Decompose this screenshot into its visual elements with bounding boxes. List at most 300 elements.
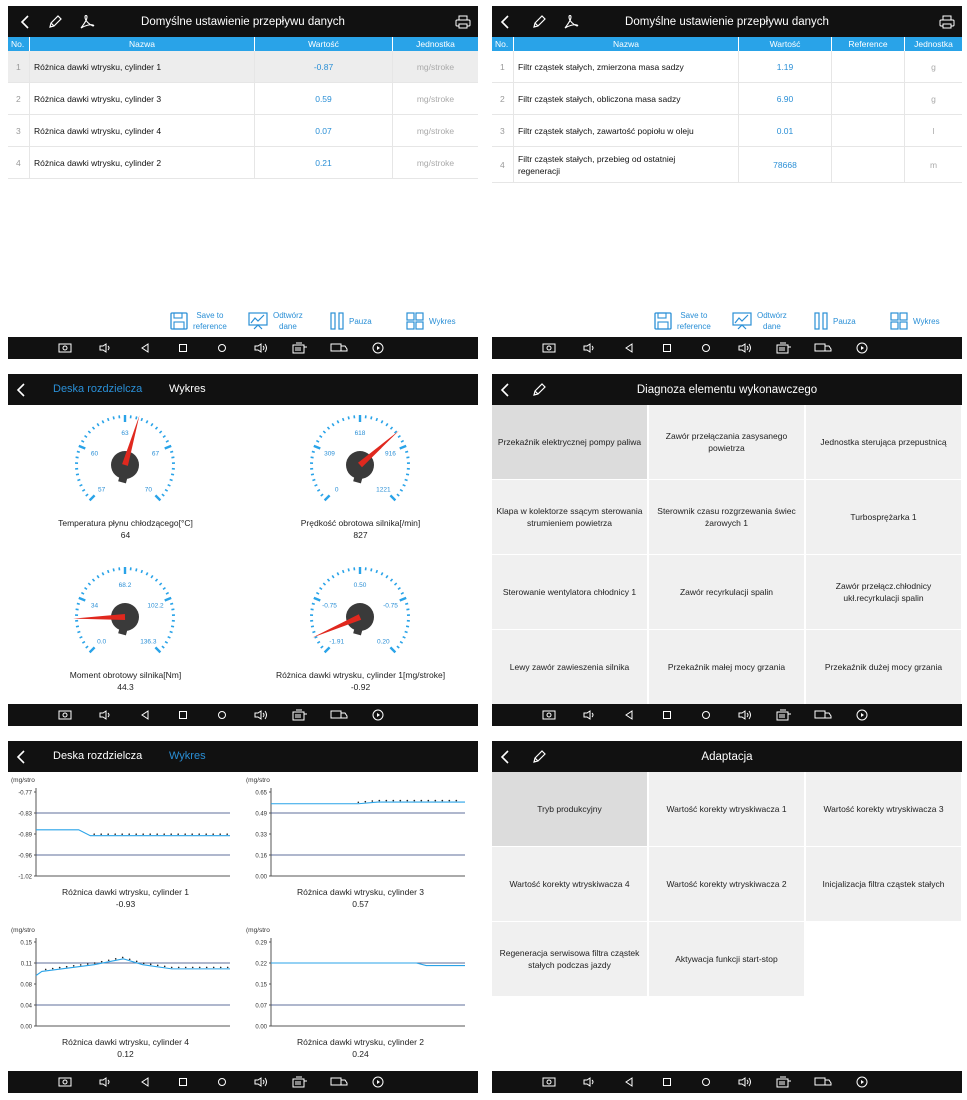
volume-down-icon[interactable] [580, 337, 598, 359]
system-nav-bar [8, 1071, 478, 1093]
function-cell[interactable]: Wartość korekty wtryskiwacza 1 [649, 772, 805, 847]
sample-point [227, 967, 229, 969]
row-reference [832, 115, 905, 147]
gauge-tick [171, 626, 174, 627]
sample-point [372, 800, 374, 802]
chart-plot [243, 922, 478, 1034]
truck-icon[interactable] [330, 1071, 348, 1093]
play-circle-icon[interactable] [369, 1071, 387, 1093]
row-unit: g [931, 94, 936, 104]
row-no: 2 [8, 83, 30, 115]
back-nav-icon[interactable] [136, 704, 154, 726]
function-cell[interactable]: Jednostka sterująca przepustnicą [806, 405, 962, 480]
row-value: 78668 [739, 147, 832, 183]
gauge-tick [113, 416, 114, 419]
row-no: 3 [8, 115, 30, 147]
volume-down-icon[interactable] [580, 704, 598, 726]
gauge-tick [90, 495, 95, 500]
row-name: Różnica dawki wtrysku, cylinder 4 [30, 115, 255, 147]
row-unit: mg/stroke [416, 126, 455, 136]
volume-down-icon[interactable] [96, 337, 114, 359]
gauge-tick [323, 431, 325, 433]
gauge-tick [102, 420, 103, 423]
table-row[interactable] [492, 51, 962, 83]
sample-point [156, 833, 158, 835]
sample-point [143, 963, 145, 965]
y-tick-label: 0.00 [255, 874, 267, 881]
gauge-tick [400, 490, 403, 492]
gauge-tick [328, 579, 330, 581]
gauge-tick [86, 646, 88, 648]
gauge-tick [76, 474, 79, 475]
gauge-tick [165, 446, 171, 449]
y-tick-label: 0.07 [255, 1003, 267, 1010]
function-cell[interactable]: Wartość korekty wtryskiwacza 2 [649, 847, 805, 922]
tab-chart[interactable]: Wykres [169, 383, 206, 395]
pause-label: Pauza [349, 316, 372, 326]
empty-cell [649, 997, 805, 1072]
gauge-tick [160, 431, 162, 433]
volume-down-icon[interactable] [580, 1071, 598, 1093]
sample-point [198, 833, 200, 835]
y-tick-label: 0.29 [255, 940, 267, 947]
home-icon[interactable] [658, 704, 676, 726]
chart-panel [8, 741, 478, 1093]
sample-point [449, 800, 451, 802]
gauge-tick [156, 579, 158, 581]
function-cell[interactable]: Przekaźnik małej mocy grzania [649, 630, 805, 705]
sample-point [219, 833, 221, 835]
table-row[interactable] [492, 147, 962, 183]
volume-down-icon[interactable] [96, 704, 114, 726]
sample-point [73, 965, 75, 967]
gauge-tick-label: 1221 [376, 486, 391, 494]
sample-point [220, 967, 222, 969]
gauge-tick [348, 568, 349, 571]
tab-chart[interactable]: Wykres [169, 750, 206, 762]
replay-label-line1: Odtwórz [273, 311, 303, 320]
home-icon[interactable] [174, 337, 192, 359]
sample-point [94, 962, 96, 964]
sample-point [421, 800, 423, 802]
gauge-label [8, 669, 243, 693]
save-to-reference-button[interactable] [654, 306, 711, 336]
y-tick-label: 0.00 [255, 1024, 267, 1031]
replay-data-button[interactable] [732, 306, 787, 336]
page-title: Domyślne ustawienie przepływu danych [625, 15, 829, 28]
row-value: 6.90 [739, 83, 832, 115]
chart-label: Wykres [429, 316, 456, 326]
tab-dashboard[interactable]: Deska rozdzielcza [53, 750, 143, 762]
volume-up-icon[interactable] [736, 704, 754, 726]
chart-caption [8, 886, 243, 910]
vci-icon[interactable] [291, 704, 309, 726]
recents-icon[interactable] [213, 337, 231, 359]
sample-point [414, 800, 416, 802]
play-circle-icon[interactable] [853, 337, 871, 359]
back-nav-icon[interactable] [620, 704, 638, 726]
gauge [243, 405, 478, 555]
gauge-tick [386, 423, 388, 425]
home-icon[interactable] [174, 1071, 192, 1093]
gauge-tick [337, 420, 338, 423]
gauge-tick-label: 0.50 [353, 582, 367, 589]
pause-label: Pauza [833, 316, 856, 326]
gauge-tick-label: 57 [98, 486, 106, 494]
gauge-tick [337, 572, 338, 575]
table-row[interactable] [492, 83, 962, 115]
replay-label-line1: Odtwórz [757, 311, 787, 320]
y-tick-label: -1.02 [18, 874, 32, 881]
function-cell[interactable]: Regeneracja serwisowa filtra cząstek stałych podczas jazdy [492, 922, 648, 997]
system-nav-bar [8, 337, 478, 359]
home-icon[interactable] [174, 704, 192, 726]
function-cell[interactable]: Inicjalizacja filtra cząstek stałych [806, 847, 962, 922]
home-icon[interactable] [658, 1071, 676, 1093]
gauge-tick [312, 603, 315, 604]
top-bar [8, 741, 478, 772]
volume-down-icon[interactable] [96, 1071, 114, 1093]
function-cell[interactable]: Zawór recyrkulacji spalin [649, 555, 805, 630]
sample-point [407, 800, 409, 802]
gauge-tick [141, 570, 142, 573]
gauge-tick [171, 474, 174, 475]
row-name-line1: Filtr cząstek stałych, przebieg od ostatniej [518, 154, 676, 164]
y-tick-label: 0.08 [20, 982, 32, 989]
gauge-tick-label: -1.91 [329, 638, 345, 646]
function-cell[interactable]: Wartość korekty wtryskiwacza 4 [492, 847, 648, 922]
chart-button[interactable] [890, 306, 940, 336]
sample-point [129, 958, 131, 960]
gauge-tick [151, 423, 153, 425]
truck-icon[interactable] [330, 337, 348, 359]
column-value: Wartość [739, 37, 832, 51]
gauge-dial [8, 557, 243, 667]
volume-up-icon[interactable] [736, 1071, 754, 1093]
chart-caption [243, 1036, 478, 1060]
gauge-tick [343, 570, 344, 573]
gauge-tick [311, 626, 314, 627]
save-label-line1: Save to [196, 311, 224, 320]
truck-icon[interactable] [330, 704, 348, 726]
function-cell[interactable]: Aktywacja funkcji start-stop [649, 922, 805, 997]
home-icon[interactable] [658, 337, 676, 359]
page-title: Adaptacja [701, 750, 753, 763]
save-label-line2: reference [677, 322, 711, 331]
sample-point [192, 967, 194, 969]
gauge-tick-label: 34 [90, 602, 99, 610]
row-value: 0.01 [739, 115, 832, 147]
gauge-tick-label: 102.2 [147, 602, 164, 610]
truck-icon[interactable] [814, 1071, 832, 1093]
print-icon[interactable] [452, 6, 474, 37]
actuator-diagnosis-panel [492, 374, 962, 726]
gauge-needle [73, 614, 125, 620]
row-value: 0.59 [255, 83, 393, 115]
gauge-tick [390, 495, 395, 500]
chart-plot [243, 772, 478, 884]
data-stream-panel-1 [8, 6, 478, 359]
gauge-tick [405, 451, 408, 452]
function-cell[interactable]: Przekaźnik elektrycznej pompy paliwa [492, 405, 648, 480]
row-unit: mg/stroke [416, 158, 455, 168]
gauge-tick [136, 416, 137, 419]
gauge-tick [141, 418, 142, 421]
volume-up-icon[interactable] [736, 337, 754, 359]
chart-button[interactable] [406, 306, 456, 336]
gauge-tick [371, 416, 372, 419]
gauge-tick [376, 570, 377, 573]
gauge-tick [315, 637, 318, 638]
sample-point [101, 961, 103, 963]
screenshot-icon[interactable] [540, 337, 558, 359]
gauge-tick [405, 480, 408, 481]
row-reference [832, 51, 905, 83]
row-no: 1 [492, 51, 514, 83]
truck-icon[interactable] [814, 704, 832, 726]
print-icon[interactable] [936, 6, 958, 37]
gauge-value: 827 [353, 530, 368, 540]
gauge-tick [80, 485, 83, 486]
gauge-tick [403, 637, 406, 638]
function-cell[interactable]: Tryb produkcyjny [492, 772, 648, 847]
chart-plot [8, 772, 243, 884]
recents-icon[interactable] [697, 337, 715, 359]
sample-point [59, 967, 61, 969]
y-tick-label: 0.16 [255, 853, 267, 860]
screenshot-icon[interactable] [56, 337, 74, 359]
table-row[interactable] [8, 51, 478, 83]
sample-point [87, 963, 89, 965]
row-unit: g [931, 62, 936, 72]
function-cell[interactable]: Zawór przełącz.chłodnicy ukł.recyrkulacji spalin [806, 555, 962, 630]
save-to-reference-button[interactable] [170, 306, 227, 336]
gauge-tick [79, 598, 85, 601]
gauge-tick-label: 309 [324, 450, 335, 458]
gauge-tick [170, 632, 173, 633]
gauge-tick [381, 420, 382, 423]
line-chart [243, 922, 478, 1070]
gauge-tick [77, 480, 80, 481]
function-cell[interactable]: Turbosprężarka 1 [806, 480, 962, 555]
gauge [8, 557, 243, 707]
top-bar [492, 374, 962, 405]
function-cell[interactable]: Lewy zawór zawieszenia silnika [492, 630, 648, 705]
gauge-tick-label: 0.20 [377, 638, 390, 646]
gauge-dial [8, 405, 243, 515]
y-tick-label: 0.65 [255, 790, 267, 797]
gauge-tick [332, 423, 334, 425]
vci-icon[interactable] [775, 337, 793, 359]
gauge-name: Temperatura płynu chłodzącego[°C] [58, 518, 193, 528]
gauge-tick [85, 436, 87, 438]
gauge-tick [146, 420, 147, 423]
back-nav-icon[interactable] [136, 1071, 154, 1093]
gauge-tick [88, 431, 90, 433]
gauge-tick [108, 418, 109, 421]
replay-data-button[interactable] [248, 306, 303, 336]
sample-point [45, 969, 47, 971]
grid-icon [406, 312, 424, 330]
sample-point [163, 833, 165, 835]
recents-icon[interactable] [697, 1071, 715, 1093]
back-nav-icon[interactable] [620, 337, 638, 359]
gauge-tick [325, 495, 330, 500]
row-no: 4 [492, 147, 514, 183]
gauge-tick [168, 485, 171, 486]
gauge-tick [386, 575, 388, 577]
gauge-tick [371, 568, 372, 571]
gauge-tick [79, 446, 85, 449]
table-header [492, 37, 962, 51]
function-cell[interactable]: Sterownik czasu rozgrzewania świec żarowych 1 [649, 480, 805, 555]
gauge-tick [397, 494, 399, 496]
gauge-tick [146, 572, 147, 575]
chart-current-value: 0.57 [352, 899, 369, 909]
gauge-tick [108, 570, 109, 573]
vci-icon[interactable] [291, 337, 309, 359]
gauge-tick-label: 68.2 [118, 582, 132, 589]
row-unit: m [929, 160, 938, 170]
gauge-tick [165, 490, 168, 492]
play-circle-icon[interactable] [369, 337, 387, 359]
dashboard-panel [8, 374, 478, 726]
pause-button[interactable] [330, 306, 372, 336]
volume-up-icon[interactable] [252, 1071, 270, 1093]
back-icon[interactable] [10, 374, 32, 405]
screenshot-icon[interactable] [56, 704, 74, 726]
vci-icon[interactable] [291, 1071, 309, 1093]
gauge-tick [325, 647, 330, 652]
table-row[interactable] [8, 147, 478, 179]
table-row[interactable] [492, 115, 962, 147]
column-value: Wartość [255, 37, 393, 51]
sample-point [107, 833, 109, 835]
action-bar [492, 306, 962, 336]
sample-point [205, 833, 207, 835]
row-no: 3 [492, 115, 514, 147]
gauge-tick-label: 618 [354, 430, 366, 437]
back-nav-icon[interactable] [136, 337, 154, 359]
table-row[interactable] [8, 115, 478, 147]
gauge-tick [312, 480, 315, 481]
gauge-tick [398, 588, 400, 590]
play-circle-icon[interactable] [853, 704, 871, 726]
chart-title: Różnica dawki wtrysku, cylinder 2 [296, 1037, 425, 1047]
pause-button[interactable] [814, 306, 856, 336]
top-bar [8, 6, 478, 37]
y-tick-label: 0.22 [255, 961, 267, 968]
gauge-tick [321, 646, 323, 648]
screenshot-icon[interactable] [56, 1071, 74, 1093]
gauge-label [8, 517, 243, 541]
gauge-tick [163, 436, 165, 438]
gauge-tick [81, 441, 84, 442]
tab-dashboard[interactable]: Deska rozdzielcza [53, 383, 143, 395]
sample-point [177, 833, 179, 835]
top-bar [8, 374, 478, 405]
volume-up-icon[interactable] [252, 337, 270, 359]
replay-label-line2: dane [279, 322, 297, 331]
row-unit: mg/stroke [416, 62, 455, 72]
recents-icon[interactable] [213, 704, 231, 726]
y-tick-label: 0.15 [255, 982, 267, 989]
pause-icon [814, 312, 828, 330]
chart-plot [8, 922, 243, 1034]
column-unit: Jednostka [416, 39, 455, 49]
replay-chart-icon [248, 312, 268, 330]
gauge-tick-label: 0.0 [97, 638, 107, 646]
sample-point [365, 801, 367, 803]
y-tick-label: 0.00 [20, 1024, 32, 1031]
gauge-tick [81, 593, 84, 594]
gauge-tick [162, 494, 164, 496]
row-name [514, 147, 739, 183]
gauge-tick [166, 593, 169, 594]
function-cell[interactable]: Zawór przełączania zasysanego powietrza [649, 405, 805, 480]
sample-point [150, 964, 152, 966]
y-tick-label: 0.33 [255, 832, 267, 839]
function-cell[interactable]: Wartość korekty wtryskiwacza 3 [806, 772, 962, 847]
sample-point [135, 833, 137, 835]
recents-icon[interactable] [697, 704, 715, 726]
sample-point [435, 800, 437, 802]
gauge-tick [390, 647, 395, 652]
sample-point [185, 967, 187, 969]
back-nav-icon[interactable] [620, 1071, 638, 1093]
function-cell[interactable]: Klapa w kolektorze ssącym sterowania strumieniem powietrza [492, 480, 648, 555]
function-cell[interactable]: Przekaźnik dużej mocy grzania [806, 630, 962, 705]
sample-point [213, 967, 215, 969]
gauge-tick [170, 451, 173, 452]
gauge-tick [403, 485, 406, 486]
gauge-tick [391, 427, 393, 429]
gauge-tick [314, 598, 320, 601]
row-name: Filtr cząstek stałych, zmierzona masa sadzy [514, 51, 739, 83]
function-cell[interactable]: Sterowanie wentylatora chłodnicy 1 [492, 555, 648, 630]
back-icon[interactable] [10, 741, 32, 772]
sample-point [178, 967, 180, 969]
y-tick-label: -0.96 [18, 853, 32, 860]
table-row[interactable] [8, 83, 478, 115]
chart-title: Różnica dawki wtrysku, cylinder 3 [296, 887, 425, 897]
gauge-name: Różnica dawki wtrysku, cylinder 1[mg/stroke] [275, 670, 446, 680]
vci-icon[interactable] [775, 1071, 793, 1093]
gauge-tick-label: 67 [151, 450, 160, 458]
gauge-tick-label: 60 [90, 450, 99, 458]
truck-icon[interactable] [814, 337, 832, 359]
gauge-name: Moment obrotowy silnika[Nm] [69, 670, 182, 680]
screenshot-icon[interactable] [540, 1071, 558, 1093]
vci-icon[interactable] [775, 704, 793, 726]
y-tick-label: 0.15 [20, 940, 32, 947]
play-circle-icon[interactable] [369, 704, 387, 726]
gauge-tick [155, 647, 160, 652]
volume-up-icon[interactable] [252, 704, 270, 726]
gauge-tick [316, 441, 319, 442]
gauge-tick [151, 575, 153, 577]
row-name: Różnica dawki wtrysku, cylinder 2 [30, 147, 255, 179]
play-circle-icon[interactable] [853, 1071, 871, 1093]
sample-point [100, 833, 102, 835]
recents-icon[interactable] [213, 1071, 231, 1093]
sample-point [80, 964, 82, 966]
gauge-tick [93, 579, 95, 581]
line-chart [8, 772, 243, 920]
gauge-tick [113, 568, 114, 571]
chart-caption [243, 886, 478, 910]
screenshot-icon[interactable] [540, 704, 558, 726]
